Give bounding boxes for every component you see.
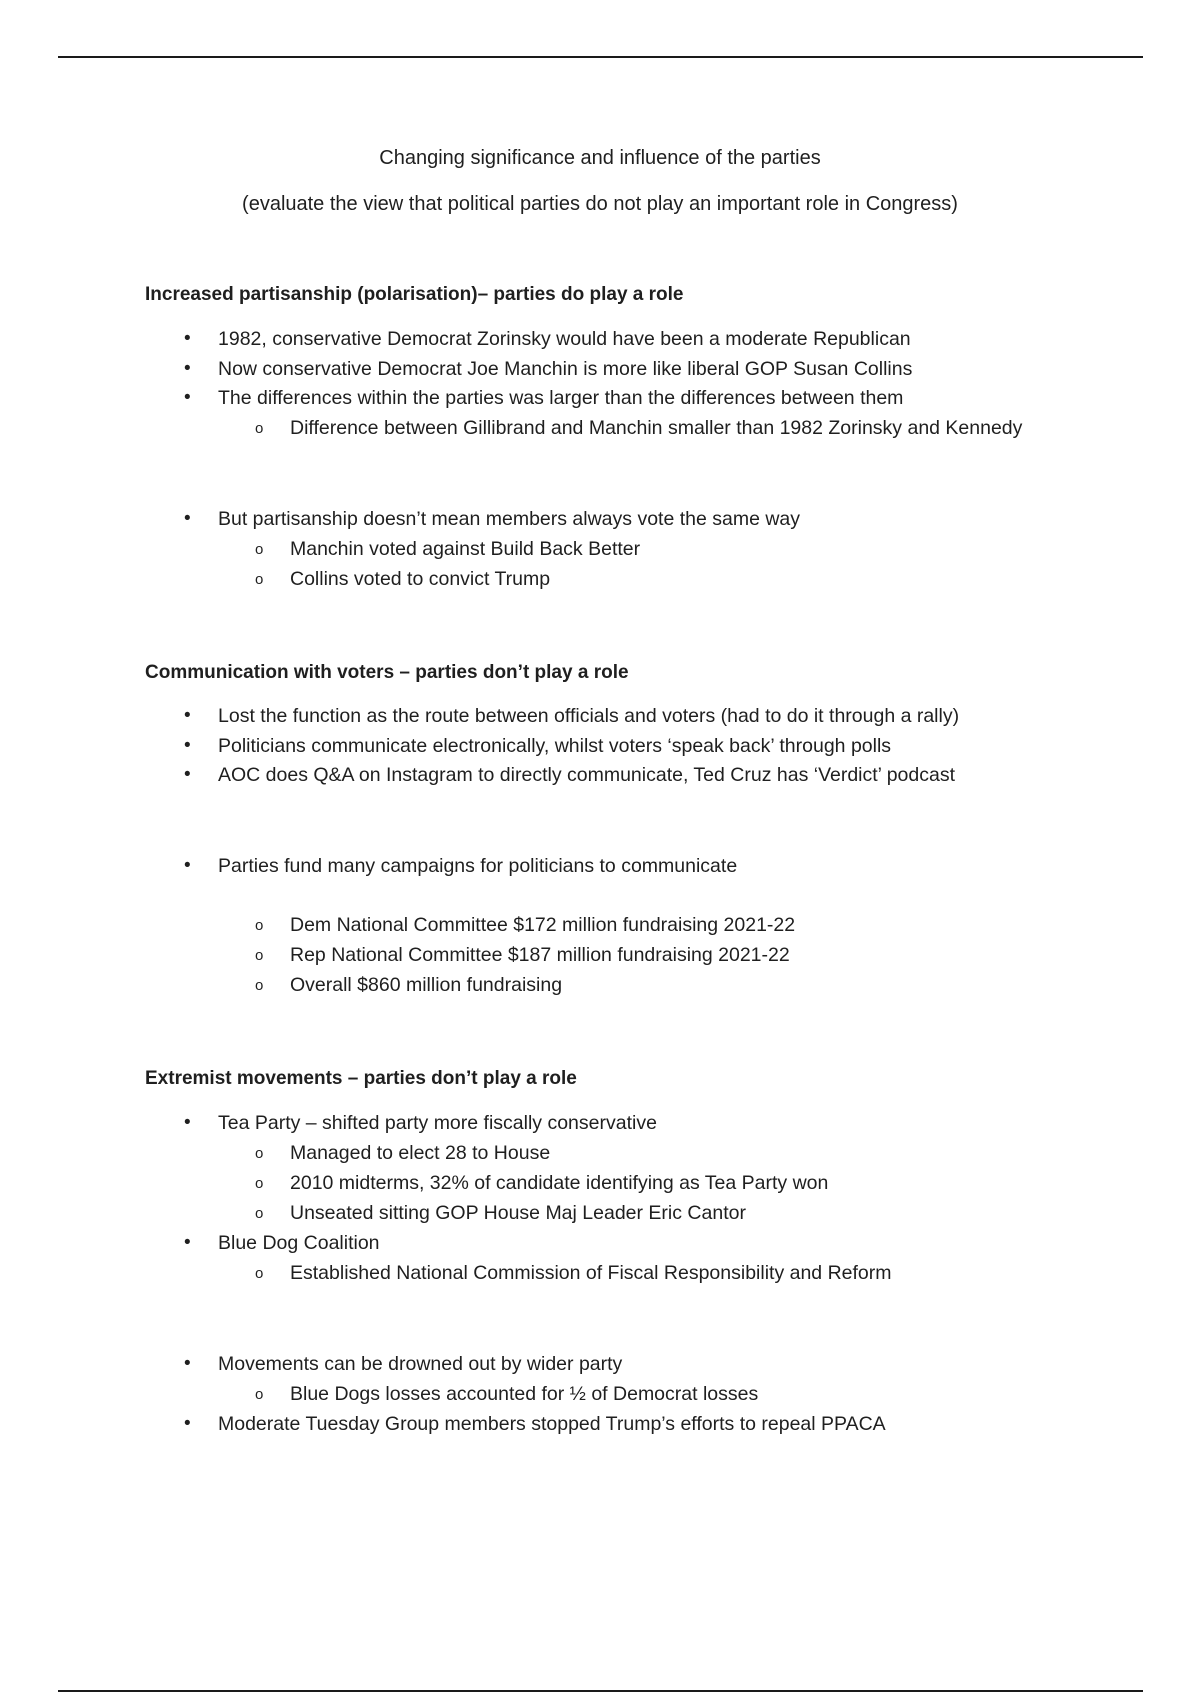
list-item: 1982, conservative Democrat Zorinsky would have been a moderate Republican	[218, 328, 911, 350]
page-title: Changing significance and influence of the parties	[379, 147, 821, 169]
list-item: Blue Dog Coalition	[218, 1232, 380, 1254]
bullet: •	[184, 705, 191, 726]
sub-bullet: o	[255, 541, 264, 558]
section-heading-extremist: Extremist movements – parties don’t play a role	[145, 1068, 577, 1089]
list-item: The differences within the parties was larger than the differences between them	[218, 387, 904, 409]
sub-bullet: o	[255, 1205, 264, 1222]
list-item: Politicians communicate electronically, whilst voters ‘speak back’ through polls	[218, 735, 892, 757]
list-item: Lost the function as the route between officials and voters (had to do it through a rally)	[218, 705, 960, 727]
sub-bullet: o	[255, 917, 264, 934]
sub-bullet: o	[255, 1386, 264, 1403]
bottom-divider	[58, 1690, 1143, 1692]
bullet: •	[184, 387, 191, 408]
bullet: •	[184, 1232, 191, 1253]
bullet: •	[184, 1353, 191, 1374]
sub-bullet: o	[255, 1175, 264, 1192]
sub-list-item: Unseated sitting GOP House Maj Leader Eric Cantor	[290, 1202, 746, 1224]
sub-bullet: o	[255, 1265, 264, 1282]
sub-list-item: Rep National Committee $187 million fundraising 2021-22	[290, 944, 790, 966]
section-heading-communication: Communication with voters – parties don’t play a role	[145, 662, 629, 683]
bullet: •	[184, 328, 191, 349]
list-item: Movements can be drowned out by wider party	[218, 1353, 623, 1375]
sub-list-item: Difference between Gillibrand and Manchin smaller than 1982 Zorinsky and Kennedy	[290, 417, 1023, 439]
sub-bullet: o	[255, 1145, 264, 1162]
sub-list-item: Manchin voted against Build Back Better	[290, 538, 641, 560]
sub-list-item: Blue Dogs losses accounted for ½ of Democrat losses	[290, 1383, 759, 1405]
bullet: •	[184, 1413, 191, 1434]
list-item: Moderate Tuesday Group members stopped Trump’s efforts to repeal PPACA	[218, 1413, 886, 1435]
sub-list-item: Established National Commission of Fiscal Responsibility and Reform	[290, 1262, 892, 1284]
sub-list-item: Collins voted to convict Trump	[290, 568, 551, 590]
sub-bullet: o	[255, 977, 264, 994]
sub-list-item: 2010 midterms, 32% of candidate identifying as Tea Party won	[290, 1172, 829, 1194]
list-item: AOC does Q&A on Instagram to directly communicate, Ted Cruz has ‘Verdict’ podcast	[218, 764, 956, 786]
sub-bullet: o	[255, 947, 264, 964]
list-item: Now conservative Democrat Joe Manchin is more like liberal GOP Susan Collins	[218, 358, 913, 380]
sub-list-item: Managed to elect 28 to House	[290, 1142, 551, 1164]
bullet: •	[184, 764, 191, 785]
bullet: •	[184, 855, 191, 876]
bullet: •	[184, 735, 191, 756]
sub-list-item: Dem National Committee $172 million fundraising 2021-22	[290, 914, 796, 936]
page-subtitle: (evaluate the view that political parties do not play an important role in Congress)	[242, 193, 958, 215]
top-divider	[58, 56, 1143, 58]
sub-bullet: o	[255, 420, 264, 437]
list-item: Tea Party – shifted party more fiscally conservative	[218, 1112, 657, 1134]
bullet: •	[184, 358, 191, 379]
bullet: •	[184, 1112, 191, 1133]
sub-list-item: Overall $860 million fundraising	[290, 974, 563, 996]
sub-bullet: o	[255, 571, 264, 588]
list-item: But partisanship doesn’t mean members always vote the same way	[218, 508, 801, 530]
section-heading-partisanship: Increased partisanship (polarisation)– parties do play a role	[145, 284, 684, 305]
bullet: •	[184, 508, 191, 529]
list-item: Parties fund many campaigns for politicians to communicate	[218, 855, 738, 877]
